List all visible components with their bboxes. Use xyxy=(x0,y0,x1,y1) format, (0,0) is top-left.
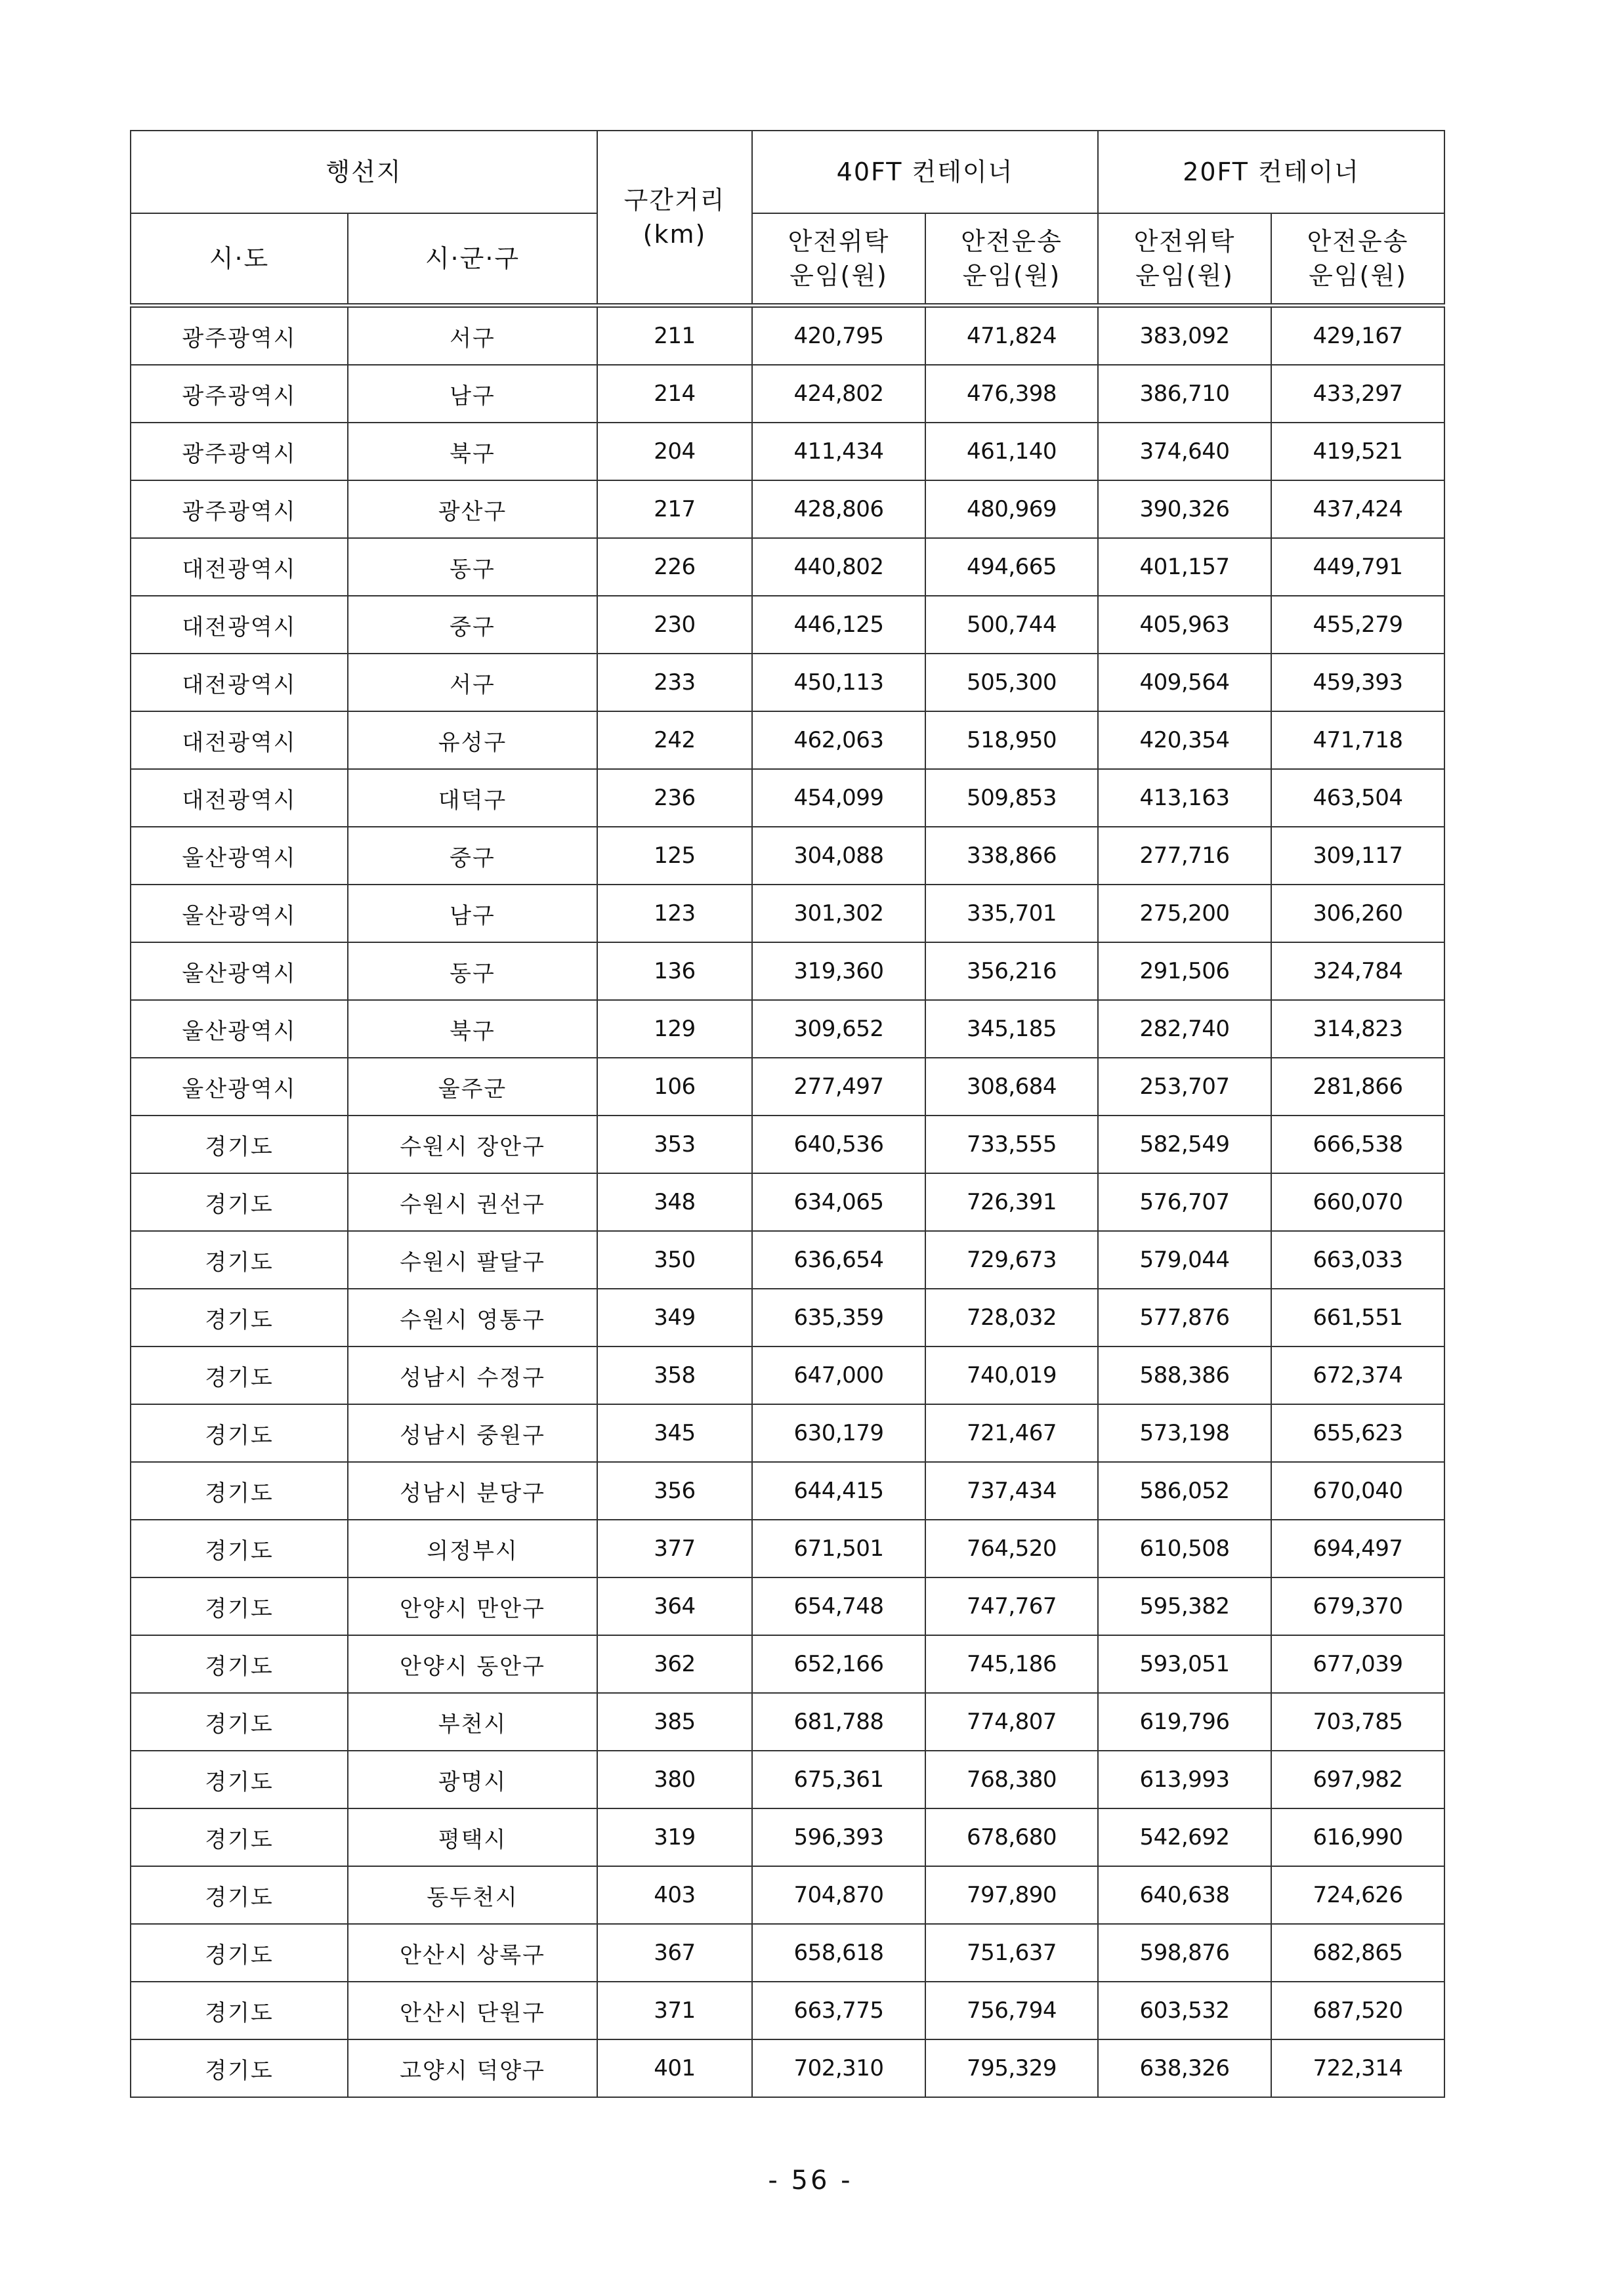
district-cell: 고양시 덕양구 xyxy=(348,2039,597,2097)
transport-label: 안전운송 xyxy=(961,227,1063,256)
district-cell: 중구 xyxy=(348,596,597,654)
distance-cell: 217 xyxy=(597,480,752,538)
table-row xyxy=(131,942,1444,1000)
distance-cell: 349 xyxy=(597,1289,752,1346)
ft40-consign-rate-cell: 450,113 xyxy=(752,654,925,711)
district-cell: 동두천시 xyxy=(348,1866,597,1924)
table-row xyxy=(131,538,1444,596)
ft40-consign-rate-cell: 654,748 xyxy=(752,1577,925,1635)
table-row xyxy=(131,654,1444,711)
ft20-consign-rate-cell: 588,386 xyxy=(1098,1346,1271,1404)
province-cell: 경기도 xyxy=(131,1289,348,1346)
ft40-transport-rate-cell: 729,673 xyxy=(925,1231,1098,1289)
ft20-consign-rate-cell: 573,198 xyxy=(1098,1404,1271,1462)
ft20-consign-rate-cell: 420,354 xyxy=(1098,711,1271,769)
ft20-transport-rate-cell: 666,538 xyxy=(1271,1116,1444,1173)
province-cell: 경기도 xyxy=(131,1924,348,1982)
table-row xyxy=(131,480,1444,538)
page-number: - 56 - xyxy=(768,2165,853,2196)
ft40-transport-rate-cell: 476,398 xyxy=(925,365,1098,423)
province-cell: 울산광역시 xyxy=(131,1058,348,1116)
province-cell: 대전광역시 xyxy=(131,596,348,654)
district-cell: 북구 xyxy=(348,423,597,480)
province-cell: 경기도 xyxy=(131,1404,348,1462)
ft40-transport-rate-cell: 461,140 xyxy=(925,423,1098,480)
ft20-transport-rate-cell: 660,070 xyxy=(1271,1173,1444,1231)
ft20-consign-rate-cell: 593,051 xyxy=(1098,1635,1271,1693)
header-row-1 xyxy=(131,131,1444,213)
province-cell: 대전광역시 xyxy=(131,769,348,827)
distance-header xyxy=(597,131,752,306)
ft40-transport-rate-cell: 505,300 xyxy=(925,654,1098,711)
table-row xyxy=(131,1058,1444,1116)
province-cell: 경기도 xyxy=(131,1346,348,1404)
ft20-consign-rate-cell: 598,876 xyxy=(1098,1924,1271,1982)
table-row xyxy=(131,1116,1444,1173)
ft40-transport-rate-cell: 335,701 xyxy=(925,885,1098,942)
distance-cell: 233 xyxy=(597,654,752,711)
ft40-transport-rate-cell: 509,853 xyxy=(925,769,1098,827)
ft20-consign-rate-cell: 595,382 xyxy=(1098,1577,1271,1635)
province-cell: 경기도 xyxy=(131,1982,348,2039)
ft20-consign-rate-cell: 291,506 xyxy=(1098,942,1271,1000)
district-header: 시·군·구 xyxy=(348,213,597,306)
province-cell: 경기도 xyxy=(131,1808,348,1866)
province-cell: 광주광역시 xyxy=(131,365,348,423)
consign-label: 안전위탁 xyxy=(788,227,890,256)
ft40-consign-rate-cell: 462,063 xyxy=(752,711,925,769)
distance-cell: 371 xyxy=(597,1982,752,2039)
ft40-consign-rate-cell: 635,359 xyxy=(752,1289,925,1346)
distance-cell: 350 xyxy=(597,1231,752,1289)
ft40-transport-rate-cell: 726,391 xyxy=(925,1173,1098,1231)
ft20-consign-rate-cell: 603,532 xyxy=(1098,1982,1271,2039)
ft20-transport-rate-cell: 722,314 xyxy=(1271,2039,1444,2097)
ft40-consign-rate-cell: 277,497 xyxy=(752,1058,925,1116)
district-cell: 남구 xyxy=(348,885,597,942)
table-row xyxy=(131,885,1444,942)
table-row xyxy=(131,1693,1444,1751)
ft40-consign-rate-cell: 428,806 xyxy=(752,480,925,538)
province-header: 시·도 xyxy=(131,213,348,306)
ft20-transport-header xyxy=(1271,213,1444,306)
province-cell: 광주광역시 xyxy=(131,480,348,538)
ft20-consign-rate-cell: 383,092 xyxy=(1098,306,1271,365)
ft20-consign-rate-cell: 390,326 xyxy=(1098,480,1271,538)
distance-cell: 319 xyxy=(597,1808,752,1866)
rate-unit-label: 운임(원) xyxy=(789,261,888,290)
district-cell: 울주군 xyxy=(348,1058,597,1116)
district-cell: 성남시 수정구 xyxy=(348,1346,597,1404)
distance-cell: 364 xyxy=(597,1577,752,1635)
ft20-transport-rate-cell: 697,982 xyxy=(1271,1751,1444,1808)
table-row xyxy=(131,1346,1444,1404)
ft20-transport-rate-cell: 670,040 xyxy=(1271,1462,1444,1520)
freight-rate-table xyxy=(130,130,1445,2098)
distance-cell: 125 xyxy=(597,827,752,885)
ft40-consign-rate-cell: 636,654 xyxy=(752,1231,925,1289)
table-row xyxy=(131,1808,1444,1866)
table-row xyxy=(131,1289,1444,1346)
distance-cell: 358 xyxy=(597,1346,752,1404)
province-cell: 울산광역시 xyxy=(131,885,348,942)
ft20-consign-rate-cell: 282,740 xyxy=(1098,1000,1271,1058)
ft40-transport-rate-cell: 728,032 xyxy=(925,1289,1098,1346)
header-row-2 xyxy=(131,213,1444,306)
ft20-transport-rate-cell: 314,823 xyxy=(1271,1000,1444,1058)
ft20-transport-rate-cell: 281,866 xyxy=(1271,1058,1444,1116)
ft40-transport-rate-cell: 678,680 xyxy=(925,1808,1098,1866)
distance-cell: 230 xyxy=(597,596,752,654)
ft40-transport-rate-cell: 751,637 xyxy=(925,1924,1098,1982)
distance-cell: 380 xyxy=(597,1751,752,1808)
district-cell: 안산시 상록구 xyxy=(348,1924,597,1982)
distance-cell: 106 xyxy=(597,1058,752,1116)
distance-cell: 401 xyxy=(597,2039,752,2097)
ft40-transport-rate-cell: 756,794 xyxy=(925,1982,1098,2039)
district-cell: 유성구 xyxy=(348,711,597,769)
district-cell: 의정부시 xyxy=(348,1520,597,1577)
district-cell: 동구 xyxy=(348,538,597,596)
ft20-transport-rate-cell: 677,039 xyxy=(1271,1635,1444,1693)
table-row xyxy=(131,423,1444,480)
ft20-transport-rate-cell: 687,520 xyxy=(1271,1982,1444,2039)
ft40-consign-rate-cell: 309,652 xyxy=(752,1000,925,1058)
ft20-consign-rate-cell: 253,707 xyxy=(1098,1058,1271,1116)
consign-label: 안전위탁 xyxy=(1133,227,1236,256)
ft20-transport-rate-cell: 463,504 xyxy=(1271,769,1444,827)
district-cell: 대덕구 xyxy=(348,769,597,827)
distance-cell: 367 xyxy=(597,1924,752,1982)
province-cell: 경기도 xyxy=(131,1635,348,1693)
table-row xyxy=(131,1231,1444,1289)
ft40-consign-rate-cell: 702,310 xyxy=(752,2039,925,2097)
district-cell: 평택시 xyxy=(348,1808,597,1866)
ft40-transport-rate-cell: 747,767 xyxy=(925,1577,1098,1635)
ft40-consign-rate-cell: 301,302 xyxy=(752,885,925,942)
ft40-consign-rate-cell: 640,536 xyxy=(752,1116,925,1173)
distance-header-label: 구간거리 xyxy=(623,186,726,215)
ft40-consign-rate-cell: 681,788 xyxy=(752,1693,925,1751)
ft20-transport-rate-cell: 694,497 xyxy=(1271,1520,1444,1577)
ft20-transport-rate-cell: 306,260 xyxy=(1271,885,1444,942)
ft20-transport-rate-cell: 471,718 xyxy=(1271,711,1444,769)
table-row xyxy=(131,596,1444,654)
ft40-consign-rate-cell: 319,360 xyxy=(752,942,925,1000)
distance-cell: 345 xyxy=(597,1404,752,1462)
district-cell: 안양시 만안구 xyxy=(348,1577,597,1635)
ft20-consign-rate-cell: 586,052 xyxy=(1098,1462,1271,1520)
ft40-consign-rate-cell: 411,434 xyxy=(752,423,925,480)
table-body xyxy=(131,306,1444,2098)
ft20-consign-rate-cell: 576,707 xyxy=(1098,1173,1271,1231)
province-cell: 대전광역시 xyxy=(131,538,348,596)
ft20-consign-rate-cell: 640,638 xyxy=(1098,1866,1271,1924)
district-cell: 광명시 xyxy=(348,1751,597,1808)
district-cell: 수원시 장안구 xyxy=(348,1116,597,1173)
province-cell: 경기도 xyxy=(131,1462,348,1520)
district-cell: 광산구 xyxy=(348,480,597,538)
ft40-transport-rate-cell: 797,890 xyxy=(925,1866,1098,1924)
ft40-consign-rate-cell: 634,065 xyxy=(752,1173,925,1231)
ft40-transport-rate-cell: 733,555 xyxy=(925,1116,1098,1173)
ft40-transport-rate-cell: 764,520 xyxy=(925,1520,1098,1577)
distance-cell: 236 xyxy=(597,769,752,827)
ft40-consign-rate-cell: 652,166 xyxy=(752,1635,925,1693)
table-row xyxy=(131,1866,1444,1924)
ft40-consign-rate-cell: 424,802 xyxy=(752,365,925,423)
ft20-transport-rate-cell: 455,279 xyxy=(1271,596,1444,654)
table-row xyxy=(131,1982,1444,2039)
district-cell: 부천시 xyxy=(348,1693,597,1751)
ft40-consign-rate-cell: 658,618 xyxy=(752,1924,925,1982)
ft20-transport-rate-cell: 661,551 xyxy=(1271,1289,1444,1346)
ft20-transport-rate-cell: 703,785 xyxy=(1271,1693,1444,1751)
ft40-transport-rate-cell: 480,969 xyxy=(925,480,1098,538)
ft40-consign-rate-cell: 663,775 xyxy=(752,1982,925,2039)
ft20-consign-rate-cell: 638,326 xyxy=(1098,2039,1271,2097)
ft40-transport-rate-cell: 768,380 xyxy=(925,1751,1098,1808)
distance-cell: 129 xyxy=(597,1000,752,1058)
table-row xyxy=(131,1635,1444,1693)
ft20-transport-rate-cell: 449,791 xyxy=(1271,538,1444,596)
ft20-transport-rate-cell: 724,626 xyxy=(1271,1866,1444,1924)
district-cell: 동구 xyxy=(348,942,597,1000)
province-cell: 대전광역시 xyxy=(131,711,348,769)
district-cell: 북구 xyxy=(348,1000,597,1058)
ft20-consign-rate-cell: 619,796 xyxy=(1098,1693,1271,1751)
ft20-header: 20FT 컨테이너 xyxy=(1098,131,1444,213)
table-row xyxy=(131,1000,1444,1058)
province-cell: 대전광역시 xyxy=(131,654,348,711)
table-row xyxy=(131,2039,1444,2097)
province-cell: 경기도 xyxy=(131,1577,348,1635)
district-cell: 수원시 권선구 xyxy=(348,1173,597,1231)
distance-cell: 204 xyxy=(597,423,752,480)
district-cell: 수원시 영통구 xyxy=(348,1289,597,1346)
ft20-transport-rate-cell: 433,297 xyxy=(1271,365,1444,423)
ft20-consign-rate-cell: 413,163 xyxy=(1098,769,1271,827)
rate-unit-label: 운임(원) xyxy=(1135,261,1234,290)
ft20-consign-rate-cell: 401,157 xyxy=(1098,538,1271,596)
ft40-transport-rate-cell: 338,866 xyxy=(925,827,1098,885)
distance-cell: 362 xyxy=(597,1635,752,1693)
table-row xyxy=(131,1462,1444,1520)
ft20-consign-rate-cell: 613,993 xyxy=(1098,1751,1271,1808)
table-row xyxy=(131,827,1444,885)
ft40-consign-rate-cell: 704,870 xyxy=(752,1866,925,1924)
district-cell: 안양시 동안구 xyxy=(348,1635,597,1693)
rate-unit-label: 운임(원) xyxy=(1309,261,1407,290)
ft20-transport-rate-cell: 429,167 xyxy=(1271,306,1444,365)
province-cell: 경기도 xyxy=(131,1231,348,1289)
distance-cell: 353 xyxy=(597,1116,752,1173)
district-cell: 성남시 분당구 xyxy=(348,1462,597,1520)
province-cell: 울산광역시 xyxy=(131,942,348,1000)
province-cell: 울산광역시 xyxy=(131,1000,348,1058)
ft20-consign-rate-cell: 405,963 xyxy=(1098,596,1271,654)
distance-cell: 211 xyxy=(597,306,752,365)
ft20-consign-rate-cell: 542,692 xyxy=(1098,1808,1271,1866)
ft20-consign-rate-cell: 577,876 xyxy=(1098,1289,1271,1346)
ft20-transport-rate-cell: 309,117 xyxy=(1271,827,1444,885)
district-cell: 안산시 단원구 xyxy=(348,1982,597,2039)
distance-cell: 377 xyxy=(597,1520,752,1577)
distance-cell: 385 xyxy=(597,1693,752,1751)
distance-cell: 242 xyxy=(597,711,752,769)
distance-cell: 136 xyxy=(597,942,752,1000)
district-cell: 서구 xyxy=(348,306,597,365)
district-cell: 성남시 중원구 xyxy=(348,1404,597,1462)
ft40-transport-rate-cell: 745,186 xyxy=(925,1635,1098,1693)
ft40-consign-header xyxy=(752,213,925,306)
table-row xyxy=(131,1924,1444,1982)
district-cell: 중구 xyxy=(348,827,597,885)
distance-cell: 226 xyxy=(597,538,752,596)
distance-cell: 123 xyxy=(597,885,752,942)
ft40-transport-rate-cell: 471,824 xyxy=(925,306,1098,365)
table-row xyxy=(131,306,1444,365)
ft20-transport-rate-cell: 616,990 xyxy=(1271,1808,1444,1866)
ft20-consign-rate-cell: 374,640 xyxy=(1098,423,1271,480)
district-cell: 남구 xyxy=(348,365,597,423)
ft20-consign-rate-cell: 579,044 xyxy=(1098,1231,1271,1289)
ft40-transport-rate-cell: 721,467 xyxy=(925,1404,1098,1462)
ft20-transport-rate-cell: 682,865 xyxy=(1271,1924,1444,1982)
district-cell: 서구 xyxy=(348,654,597,711)
ft40-consign-rate-cell: 440,802 xyxy=(752,538,925,596)
province-cell: 경기도 xyxy=(131,1866,348,1924)
table-row xyxy=(131,1173,1444,1231)
distance-cell: 214 xyxy=(597,365,752,423)
table-row xyxy=(131,365,1444,423)
table-row xyxy=(131,1751,1444,1808)
ft20-transport-rate-cell: 459,393 xyxy=(1271,654,1444,711)
ft20-transport-rate-cell: 655,623 xyxy=(1271,1404,1444,1462)
ft40-transport-rate-cell: 737,434 xyxy=(925,1462,1098,1520)
ft40-consign-rate-cell: 644,415 xyxy=(752,1462,925,1520)
distance-header-unit: (km) xyxy=(642,220,707,249)
ft40-transport-header xyxy=(925,213,1098,306)
province-cell: 경기도 xyxy=(131,1520,348,1577)
ft20-consign-rate-cell: 386,710 xyxy=(1098,365,1271,423)
rate-unit-label: 운임(원) xyxy=(962,261,1061,290)
ft20-consign-rate-cell: 582,549 xyxy=(1098,1116,1271,1173)
ft40-consign-rate-cell: 446,125 xyxy=(752,596,925,654)
transport-label: 안전운송 xyxy=(1307,227,1409,256)
ft40-transport-rate-cell: 740,019 xyxy=(925,1346,1098,1404)
table-row xyxy=(131,1404,1444,1462)
ft20-consign-rate-cell: 277,716 xyxy=(1098,827,1271,885)
ft40-consign-rate-cell: 630,179 xyxy=(752,1404,925,1462)
ft40-header: 40FT 컨테이너 xyxy=(752,131,1098,213)
ft40-transport-rate-cell: 774,807 xyxy=(925,1693,1098,1751)
ft40-transport-rate-cell: 518,950 xyxy=(925,711,1098,769)
ft20-transport-rate-cell: 419,521 xyxy=(1271,423,1444,480)
province-cell: 광주광역시 xyxy=(131,423,348,480)
ft20-transport-rate-cell: 679,370 xyxy=(1271,1577,1444,1635)
ft40-transport-rate-cell: 345,185 xyxy=(925,1000,1098,1058)
ft20-transport-rate-cell: 672,374 xyxy=(1271,1346,1444,1404)
province-cell: 경기도 xyxy=(131,2039,348,2097)
ft40-transport-rate-cell: 356,216 xyxy=(925,942,1098,1000)
ft40-transport-rate-cell: 494,665 xyxy=(925,538,1098,596)
ft20-consign-rate-cell: 409,564 xyxy=(1098,654,1271,711)
province-cell: 경기도 xyxy=(131,1693,348,1751)
province-cell: 울산광역시 xyxy=(131,827,348,885)
province-cell: 광주광역시 xyxy=(131,306,348,365)
ft40-consign-rate-cell: 304,088 xyxy=(752,827,925,885)
ft20-transport-rate-cell: 324,784 xyxy=(1271,942,1444,1000)
province-cell: 경기도 xyxy=(131,1116,348,1173)
province-cell: 경기도 xyxy=(131,1173,348,1231)
ft20-consign-rate-cell: 275,200 xyxy=(1098,885,1271,942)
ft40-consign-rate-cell: 647,000 xyxy=(752,1346,925,1404)
ft20-consign-rate-cell: 610,508 xyxy=(1098,1520,1271,1577)
ft20-consign-header xyxy=(1098,213,1271,306)
district-cell: 수원시 팔달구 xyxy=(348,1231,597,1289)
table-row xyxy=(131,1520,1444,1577)
ft40-consign-rate-cell: 596,393 xyxy=(752,1808,925,1866)
distance-cell: 348 xyxy=(597,1173,752,1231)
ft40-consign-rate-cell: 420,795 xyxy=(752,306,925,365)
ft40-consign-rate-cell: 675,361 xyxy=(752,1751,925,1808)
ft40-consign-rate-cell: 454,099 xyxy=(752,769,925,827)
table-row xyxy=(131,711,1444,769)
distance-cell: 403 xyxy=(597,1866,752,1924)
table-row xyxy=(131,769,1444,827)
ft20-transport-rate-cell: 663,033 xyxy=(1271,1231,1444,1289)
ft40-transport-rate-cell: 500,744 xyxy=(925,596,1098,654)
ft40-transport-rate-cell: 308,684 xyxy=(925,1058,1098,1116)
ft40-consign-rate-cell: 671,501 xyxy=(752,1520,925,1577)
ft40-transport-rate-cell: 795,329 xyxy=(925,2039,1098,2097)
table-row xyxy=(131,1577,1444,1635)
destination-header: 행선지 xyxy=(131,131,597,213)
ft20-transport-rate-cell: 437,424 xyxy=(1271,480,1444,538)
province-cell: 경기도 xyxy=(131,1751,348,1808)
distance-cell: 356 xyxy=(597,1462,752,1520)
